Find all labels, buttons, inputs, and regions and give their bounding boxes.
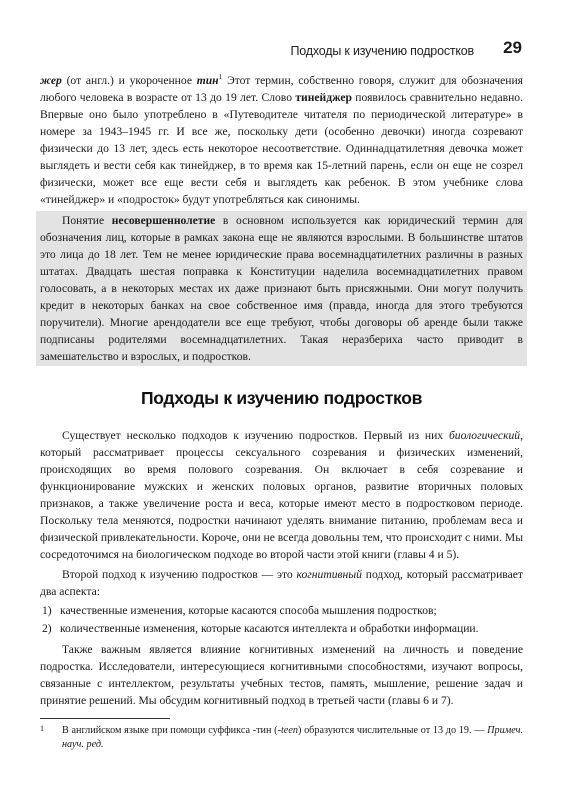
list-item: 1) качественные изменения, которые касаются способа мышления подростков; <box>42 604 437 617</box>
paragraph-cognitive-approach: Второй подход к изучению подростков — это когнитивный подход, который рассматривает два аспекта: <box>40 568 523 598</box>
paragraph-cognitive-influence: Также важным является влияние когнитивных изменений на личность и поведение подростка. Исследователи, интересующиеся когнитивными способностями, изучают вопросы, связанные с интеллектом, результаты учебных тестов, память, мышление, решение задач и принятие решений. Мы обсудим когнитивный подход в третьей части (главы 6 и 7). <box>40 643 523 707</box>
footnote-reference[interactable]: 1 <box>218 72 223 82</box>
term-cognitive: когнитивный <box>296 568 362 581</box>
footnote-text: В английском языке при помощи суффикса -тин (-teen) образуются числительные от 13 до 19. — Примеч. науч. ред. <box>62 725 523 750</box>
running-header-title: Подходы к изучению подростков <box>290 44 474 58</box>
footnote-mark: 1 <box>40 724 44 733</box>
page-content <box>40 72 523 709</box>
list-item: 2) количественные изменения, которые касаются интеллекта и обработки информации. <box>42 622 479 635</box>
footnote <box>40 724 523 752</box>
running-header <box>40 38 522 62</box>
aspects-list <box>40 602 523 637</box>
footnote-divider <box>40 718 170 719</box>
term-biological: биологический <box>448 429 521 442</box>
paragraph-biological-approach: Существует несколько подходов к изучению подростков. Первый из них биологический, который рассматривает процессы сексуального созревания и физических изменений, происходящих во время полового созревания. Он включает в себя созревание и функционирование мужских и женских половых органов, развитие вторичных половых признаков, а также увеличение роста и веса, которые имеют место в подростковом периоде. Поскольку тела меняются, подростки начинают уделять внимание питанию, проблемам веса и физической привлекательности. Короче, они не всегда довольны тем, что происходит с ними. Мы сосредоточимся на биологическом подходе во второй части этой книги (главы 4 и 5). <box>40 429 523 561</box>
term-minority: несовершеннолетие <box>111 214 216 227</box>
section-heading: Подходы к изучению подростков <box>140 388 423 408</box>
paragraph-teen-term: жер (от англ.) и укороченное тин$^1$ Этот термин, собственно говоря, служит для обозначения любого человека в возрасте от 13 до 19 лет. Слово тинейджер появилось сравнительно недавно. Впервые оно было употреблено в «Путеводителе читателя по периодической литературе» в номере за 1943–1945 гг. И все же, поскольку дети (особенно девочки) иногда созревают физически до 13 лет, здесь есть некоторое несоответствие. Одиннадцатилетняя девочка может выглядеть и вести себя как тинейджер, в то время как 15-летний парень, если он еще не созрел физически, может все еще вести себя и выглядеть как ребенок. В этом учебнике слова «тинейджер» и «подросток» будут употребляться как синонимы. <box>40 72 524 206</box>
page-number: 29 <box>503 38 522 57</box>
term-teenager: тинейджер <box>295 91 352 104</box>
paragraph-minority: Понятие несовершеннолетие в основном используется как юридический термин для обозначения лиц, которые в рамках закона еще не являются взрослыми. В большинстве штатов это лица до 18 лет. Тем не менее юридические права восемнадцатилетних различны в разных штатах. Двадцать шестая поправка к Конституции наделила восемнадцатилетних правом голосовать, а в некоторых местах их даже признают быть присяжными. Они могут получить кредит в некоторых банках на свое собственное имя (правда, иногда для этого требуются поручители). Многие арендодатели все еще требуют, чтобы договоры об аренде были также подписаны родителями восемнадцатилетних. Такая неразбериха часто приводит в замешательство и взрослых, и подростков. <box>36 211 527 366</box>
